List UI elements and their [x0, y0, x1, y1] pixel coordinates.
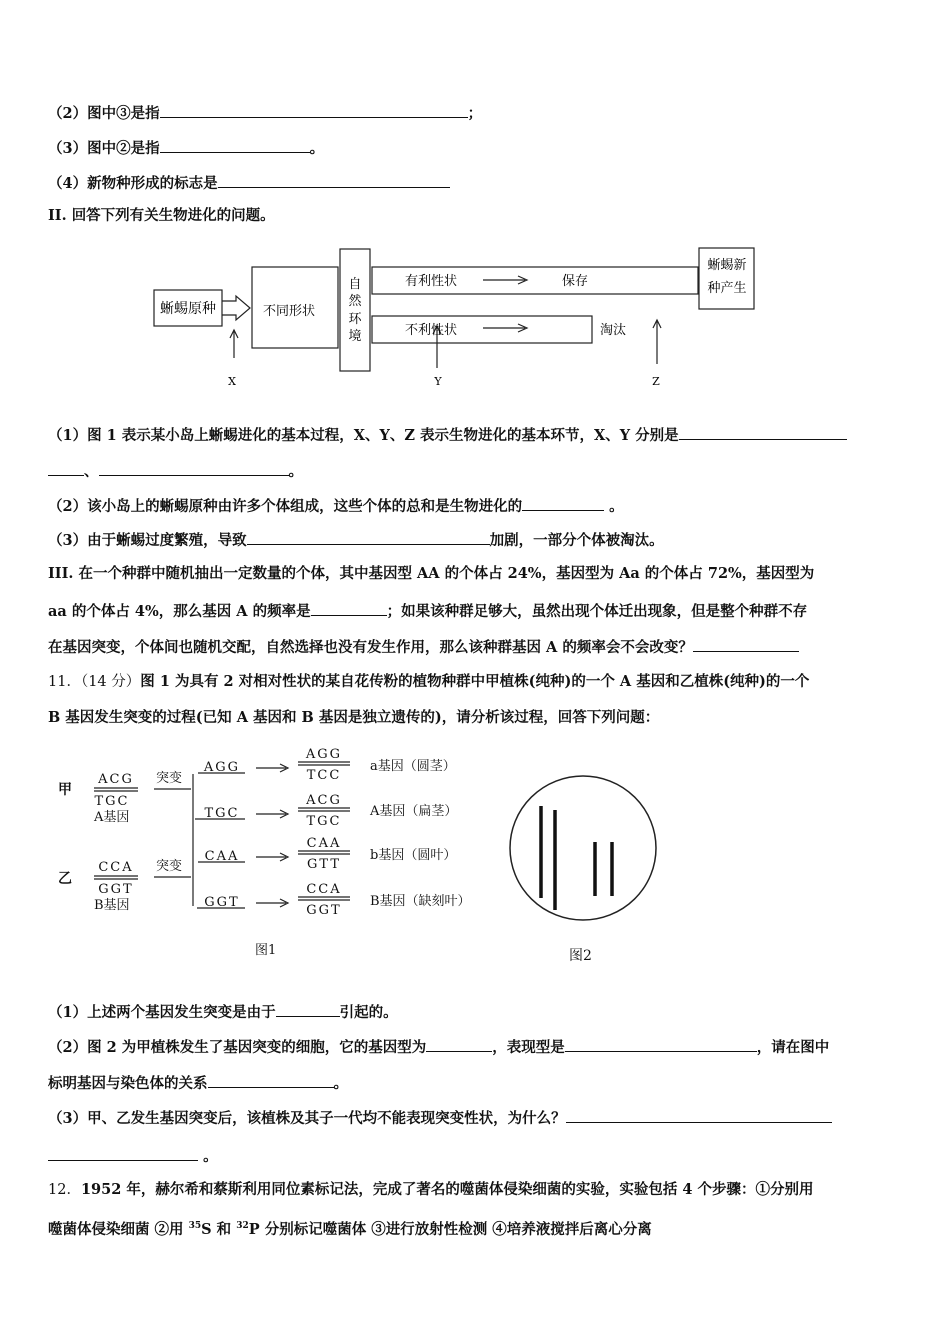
dna-bottom: GGT [98, 882, 134, 897]
y-label: Y [434, 375, 442, 388]
answer-blank[interactable] [679, 424, 847, 440]
q11-line-2: B 基因发生突变的过程(已知 A 基因和 B 基因是独立遗传的)，请分析该过程，回答下列问题： [48, 709, 660, 726]
open-arrow [222, 296, 250, 320]
strand: TGC [204, 806, 240, 821]
question-3-line: （3）图中②是指 。 [48, 137, 324, 159]
unfavorable-label: 不利性状 [405, 323, 458, 338]
x-label: X [228, 375, 236, 388]
allele-label: B基因（缺刻叶） [370, 894, 471, 909]
part-iii-line-1: III. 在一个种群中随机抽出一定数量的个体，其中基因型 AA 的个体占 24%，基因型为 Aa 的个体占 72%，基因型为 [48, 565, 815, 582]
answer-blank[interactable] [160, 137, 310, 153]
q11-question-2: （2）图 2 为甲植株发生了基因突变的细胞，它的基因型为 ，表现型是 ，请在图中 [48, 1036, 829, 1058]
question-text: （3）甲、乙发生基因突变后，该植株及其子一代均不能表现突变性状，为什么？ [48, 1110, 566, 1127]
a-gene-label: A基因 [94, 810, 130, 825]
answer-blank[interactable] [276, 1001, 340, 1017]
question-text: （2）图 2 为甲植株发生了基因突变的细胞，它的基因型为 [48, 1039, 427, 1056]
allele-label: b基因（圆叶） [370, 848, 457, 863]
cell-figure [505, 770, 665, 970]
question-text: （1）图 1 表示某小岛上蜥蜴进化的基本过程，X、Y、Z 表示生物进化的基本环节，X、Y 分别是 [48, 427, 679, 444]
question-2-line: （2）该小岛上的蜥蜴原种由许多个体组成，这些个体的总和是生物进化的 。 [48, 495, 624, 517]
result-top: AGG [305, 747, 343, 762]
env-char: 境 [348, 329, 362, 344]
result-bottom: GGT [306, 903, 342, 918]
dna-bottom: TGC [94, 794, 130, 809]
q11-question-3-line-2: 。 [48, 1145, 218, 1167]
answer-blank[interactable] [247, 529, 490, 545]
answer-blank[interactable] [693, 636, 799, 652]
question-3-line: （3）由于蜥蜴过度繁殖，导致 加剧，一部分个体被淘汰。 [48, 529, 664, 551]
cell-outline [510, 776, 656, 920]
answer-blank[interactable] [160, 102, 468, 118]
figure-1-caption: 图1 [255, 943, 277, 958]
question-text: （3）图中②是指 [48, 140, 160, 157]
q11-line-1: 11．（14 分）图 1 为具有 2 对相对性状的某自花传粉的植物种群中甲植株(纯种)的一个 A 基因和乙植株(纯种)的一个 [48, 673, 810, 690]
env-char: 然 [348, 294, 362, 309]
q11-question-3 [48, 1107, 832, 1129]
question-1-line-2: 、 。 [48, 460, 303, 482]
q11-question-1: （1）上述两个基因发生突变是由于 引起的。 [48, 1001, 398, 1023]
env-char: 自 [348, 277, 362, 292]
b-gene-label: B基因 [94, 898, 130, 913]
original-species-label: 蜥蜴原种 [160, 301, 216, 317]
eliminate-label: 淘汰 [600, 323, 627, 338]
jia-label: 甲 [58, 782, 72, 798]
evolution-diagram [150, 240, 790, 395]
question-number: 12． [48, 1182, 81, 1198]
question-number: 11．（14 分） [48, 674, 141, 690]
answer-blank[interactable] [426, 1036, 492, 1052]
result-bottom: TGC [306, 814, 342, 829]
new-species-label: 种产生 [707, 281, 747, 296]
mutant-strand: AGG [203, 760, 241, 775]
allele-label: A基因（扁茎） [370, 804, 458, 819]
preserve-label: 保存 [562, 274, 589, 289]
answer-blank[interactable] [99, 460, 289, 476]
question-text: （2）图中③是指 [48, 105, 160, 122]
diff-traits-label: 不同形状 [262, 304, 316, 319]
mutation-label: 突变 [156, 859, 183, 874]
gene-mutation-figure [50, 742, 510, 962]
environment-box [340, 249, 370, 371]
dna-top: ACG [98, 772, 134, 787]
answer-blank[interactable] [565, 1036, 757, 1052]
answer-blank[interactable] [48, 460, 84, 476]
q12-line-1: 12．1952 年，赫尔希和蔡斯利用同位素标记法，完成了著名的噬菌体侵染细菌的实验，实验包括 4 个步骤：①分别用 [48, 1181, 814, 1198]
result-top: CAA [306, 836, 342, 851]
answer-blank[interactable] [311, 600, 387, 616]
result-bottom: TCC [306, 768, 342, 783]
figure-2-caption: 图2 [569, 948, 592, 964]
answer-blank[interactable] [218, 172, 450, 188]
q11-question-2-line-2: 标明基因与染色体的关系 。 [48, 1072, 348, 1094]
question-4-line [48, 172, 450, 194]
result-top: ACG [306, 793, 342, 808]
section-heading: II. 回答下列有关生物进化的问题。 [48, 207, 275, 224]
question-1-line [48, 424, 847, 446]
z-label: Z [652, 375, 660, 388]
question-text: （1）上述两个基因发生突变是由于 [48, 1004, 276, 1021]
env-char: 环 [348, 312, 362, 327]
question-2-line: （2）图中③是指 ； [48, 102, 482, 124]
dna-top: CCA [98, 860, 134, 875]
question-text: （2）该小岛上的蜥蜴原种由许多个体组成，这些个体的总和是生物进化的 [48, 498, 523, 515]
answer-blank[interactable] [208, 1072, 334, 1088]
question-text: （4）新物种形成的标志是 [48, 175, 218, 192]
answer-blank[interactable] [522, 495, 604, 511]
strand: GGT [204, 895, 240, 910]
result-bottom: GTT [307, 857, 341, 872]
new-species-label: 蜥蜴新 [707, 258, 747, 273]
question-text: （3）由于蜥蜴过度繁殖，导致 [48, 532, 247, 549]
mutant-strand: CAA [204, 849, 240, 864]
q12-line-2: 噬菌体侵染细菌 ②用 $^{35}$S 和 $^{32}$P 分别标记噬菌体 ③进行放射性检测 ④培养液搅拌后离心分离 [48, 1220, 652, 1238]
mutation-label: 突变 [156, 771, 183, 786]
favorable-label: 有利性状 [405, 274, 458, 289]
result-top: CCA [306, 882, 342, 897]
answer-blank[interactable] [48, 1145, 198, 1161]
answer-blank[interactable] [566, 1107, 832, 1123]
allele-label: a基因（圆茎） [370, 759, 456, 774]
part-iii-line-3: 在基因突变，个体间也随机交配，自然选择也没有发生作用，那么该种群基因 A 的频率会不会改变？ [48, 636, 799, 658]
yi-label: 乙 [58, 871, 72, 887]
part-iii-line-2: aa 的个体占 4%，那么基因 A 的频率是 ；如果该种群足够大，虽然出现个体迁出现象，但是整个种群不存 [48, 600, 807, 622]
